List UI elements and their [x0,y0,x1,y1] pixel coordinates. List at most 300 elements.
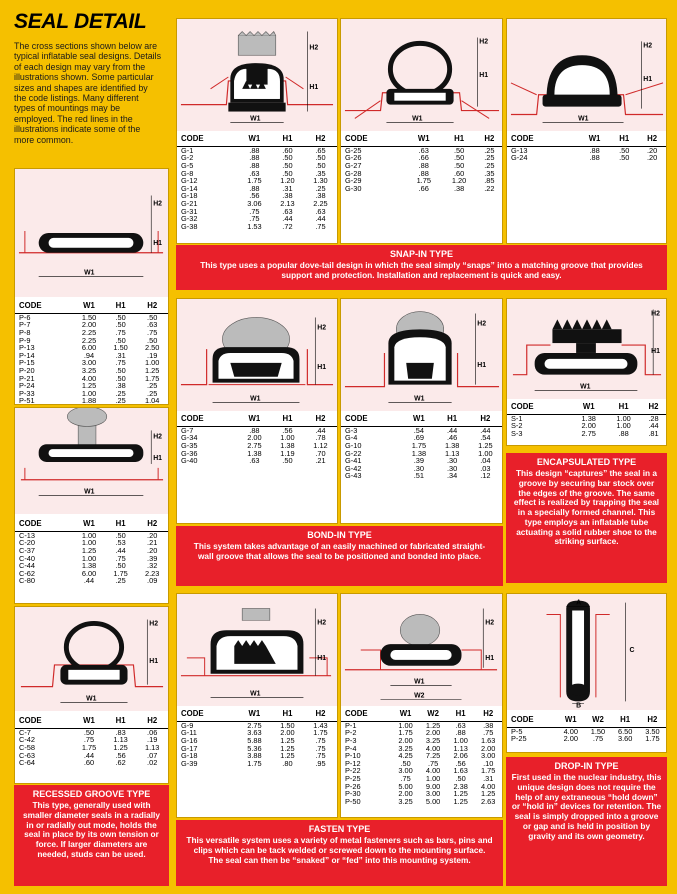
code-cell: G-18 [181,191,198,201]
dim-w1: W1 [84,269,95,277]
table-row [507,735,666,743]
table-row [15,577,168,585]
panel-encapsulated-s [506,298,667,446]
code-cell: C-42 [19,735,36,745]
table-row [341,737,502,745]
code-cell: P-4 [345,743,357,753]
code-cell: P-50 [345,796,361,806]
col-header: H1 [610,133,638,146]
panel-recessed-c13 [14,407,169,604]
table-row [341,721,502,729]
value-cell: 2.25 [313,199,328,209]
value-cell: 1.38 [280,441,295,451]
value-cell: .38 [483,720,494,730]
value-cell: .83 [115,727,126,737]
section-body: This design “captures” the seal in a groove by securing bar stock over the edges of the groove. The same effect is realized by trapping the seal in a specially formed channel. This type employs an inflatable tube actuating a solid rubber shoe to the striking surface. [513,468,660,547]
value-cell: .20 [646,153,658,163]
value-cell: .34 [446,471,458,481]
code-cell: G-29 [345,176,362,186]
value-cell: .66 [418,183,429,193]
code-cell: C-58 [19,743,36,753]
value-cell: 1.25 [478,441,493,451]
table-body [341,146,502,192]
value-cell: 2.23 [145,568,160,578]
value-cell: .22 [484,183,495,193]
table-row [341,798,502,806]
value-cell: 3.25 [425,736,441,746]
value-cell: .75 [400,774,411,784]
value-cell: .50 [115,530,126,540]
dim-b: B [576,702,582,710]
value-cell: 3.00 [425,789,441,799]
table-row [341,185,502,193]
code-cell: G-40 [181,456,198,466]
code-cell: G-10 [345,441,362,451]
panel-bondin-g3 [340,298,503,524]
code-cell: G-11 [181,728,197,738]
value-cell: .44 [315,214,326,224]
value-cell: 1.00 [425,774,441,784]
value-cell: .63 [147,320,158,330]
col-header: CODE [15,300,73,313]
dim-w1: W1 [86,695,97,703]
value-cell: 4.00 [425,766,441,776]
section-body: This type, generally used with smaller diameter seals in a radially in or radially out mode, holds the seal in place by its own tension or force. If larger diameters are needed, studs can be used. [23,800,160,859]
code-cell: P-22 [345,766,361,776]
value-cell: .50 [147,335,158,345]
dim-c: C [629,647,635,654]
value-cell: 3.25 [398,743,413,753]
col-header: H2 [474,708,502,721]
value-cell: 1.53 [247,221,262,231]
dim-h1: H1 [153,239,163,247]
value-cell: 1.00 [81,538,97,548]
value-cell: 1.75 [247,176,262,186]
code-cell: G-21 [181,199,198,209]
value-cell: .70 [315,448,326,458]
value-cell: 1.38 [411,448,427,458]
col-header: W2 [584,714,611,727]
dim-w1: W1 [578,115,589,123]
value-cell: .72 [282,221,293,231]
value-cell: .31 [483,774,494,784]
table-body [507,727,666,743]
dim-h1: H1 [479,71,489,79]
value-cell: 2.06 [453,751,468,761]
spec-table-g3 [341,413,502,480]
dim-h2: H2 [651,310,661,318]
section-title: ENCAPSULATED TYPE [536,457,637,467]
table-body [177,721,337,767]
value-cell: 2.13 [280,199,295,209]
code-cell: S-3 [511,429,523,439]
dim-w1: W1 [414,678,425,686]
dim-w1: W1 [84,488,95,496]
code-cell: C-62 [19,568,36,578]
value-cell: .31 [115,350,126,360]
code-cell: G-39 [181,758,198,768]
value-cell: 3.60 [617,734,633,744]
value-cell: .50 [115,561,126,571]
value-cell: .30 [446,456,458,466]
value-cell: .38 [115,381,126,391]
section-title: DROP-IN TYPE [554,761,619,771]
value-cell: 7.25 [425,751,441,761]
value-cell: .50 [115,373,126,383]
value-cell: .44 [115,546,126,556]
code-cell: C-64 [19,758,36,768]
value-cell: 1.00 [145,358,160,368]
col-header: W1 [402,413,435,426]
value-cell: .25 [147,388,158,398]
dim-h1: H1 [317,363,327,371]
code-cell: G-12 [181,176,198,186]
table-row [507,430,666,438]
value-cell: .75 [249,206,260,216]
value-cell: .69 [413,433,425,443]
spec-table-s [507,401,666,438]
value-cell: 1.25 [453,789,468,799]
spec-table-p1 [341,708,502,805]
value-cell: 1.30 [313,176,328,186]
dim-w1: W1 [250,395,261,403]
value-cell: .63 [455,720,466,730]
panel-dropin [506,593,667,753]
code-cell: S-2 [511,421,523,431]
code-cell: G-43 [345,471,362,481]
code-cell: G-26 [345,153,362,163]
code-cell: P-13 [19,343,35,353]
value-cell: .88 [249,145,260,155]
value-cell: 1.25 [280,743,295,753]
value-cell: 1.25 [280,736,295,746]
value-cell: .38 [315,191,326,201]
seal-figure-snapin-a [177,19,337,131]
section-body: First used in the nuclear industry, this unique design does not require the help of any extraneous “hold down” or “hold in” devices for retention. The seal is simply dropped into a groove or gap and is held in position by gravity and its own geometry. [511,772,662,841]
code-cell: G-32 [181,214,198,224]
spec-table-pd [507,714,666,743]
section-bondin [176,526,503,586]
dim-w1: W1 [412,115,423,123]
table-row [507,727,666,735]
dim-w2: W2 [414,692,425,700]
value-cell: 1.20 [451,176,467,186]
value-cell: 2.00 [398,789,413,799]
value-cell: .50 [453,161,465,171]
value-cell: 1.12 [313,441,328,451]
value-cell: 2.75 [581,429,596,439]
value-cell: .19 [147,735,158,745]
value-cell: 9.00 [425,781,441,791]
col-header: W1 [571,401,606,414]
col-header: CODE [341,708,392,721]
dim-h1: H1 [317,654,327,662]
table-row [341,783,502,791]
seal-figure-snapin-c [507,19,666,131]
dim-h2: H2 [477,320,487,328]
spec-table-g7 [177,413,337,465]
section-snapin [176,245,667,290]
value-cell: .44 [480,425,491,435]
value-cell: .50 [400,758,411,768]
value-cell: 2.38 [453,781,468,791]
value-cell: 1.88 [81,396,97,406]
value-cell: 6.00 [81,568,97,578]
value-cell: .35 [484,168,495,178]
value-cell: .88 [249,425,260,435]
seal-figure-fasten-a [177,594,337,706]
value-cell: .10 [483,758,494,768]
page-title: SEAL DETAIL [14,10,147,33]
value-cell: 4.25 [398,751,413,761]
value-cell: 1.25 [145,366,160,376]
value-cell: 3.25 [398,796,413,806]
code-cell: G-41 [345,456,362,466]
value-cell: .25 [315,183,326,193]
value-cell: .62 [115,758,126,768]
col-header: H1 [447,708,475,721]
panel-snapin-g25 [340,18,503,244]
value-cell: .03 [480,463,491,473]
code-cell: P-33 [19,388,35,398]
code-cell: P-2 [345,728,357,738]
section-title: SNAP-IN TYPE [389,249,453,259]
value-cell: 4.00 [563,726,578,736]
value-cell: .50 [83,727,95,737]
col-header: W1 [406,133,441,146]
code-cell: G-38 [181,221,198,231]
value-cell: 1.13 [444,448,460,458]
section-title: BOND-IN TYPE [307,530,372,540]
col-header: CODE [177,413,238,426]
code-cell: C-63 [19,750,36,760]
value-cell: 5.00 [425,796,441,806]
seal-figure-bondin-a [177,299,337,411]
value-cell: .50 [315,161,326,171]
value-cell: 2.75 [247,720,262,730]
code-cell: P-24 [19,381,35,391]
value-cell: .50 [282,153,293,163]
value-cell: .20 [147,530,158,540]
value-cell: .56 [282,425,293,435]
value-cell: 3.25 [81,366,97,376]
code-cell: G-1 [181,145,194,155]
value-cell: 1.50 [113,343,128,353]
dim-h1: H1 [149,657,159,665]
value-cell: .50 [282,161,293,171]
value-cell: .63 [418,145,429,155]
code-cell: P-25 [511,734,527,744]
dim-h2: H2 [479,38,489,46]
code-cell: G-9 [181,720,194,730]
value-cell: .50 [455,774,466,784]
code-cell: G-22 [345,448,362,458]
value-cell: .75 [315,221,326,231]
value-cell: .28 [648,413,659,423]
value-cell: .44 [282,214,293,224]
value-cell: .60 [453,168,465,178]
value-cell: 3.88 [247,751,262,761]
code-cell: G-7 [181,425,194,435]
code-cell: G-2 [181,153,194,163]
value-cell: .54 [413,425,425,435]
col-header: W1 [238,413,271,426]
value-cell: .88 [589,153,600,163]
value-cell: .50 [147,312,158,322]
value-cell: .88 [455,728,466,738]
value-cell: .88 [249,153,260,163]
value-cell: 1.25 [280,751,295,761]
value-cell: .50 [619,153,630,163]
code-cell: G-16 [181,736,198,746]
table-row [177,457,337,465]
panel-recessed-c7 [14,606,169,784]
value-cell: .30 [446,463,458,473]
value-cell: 1.75 [81,743,97,753]
col-header: H2 [639,714,666,727]
code-cell: P-10 [345,751,361,761]
value-cell: .63 [249,456,260,466]
table-row [15,397,168,405]
value-cell: .50 [315,153,326,163]
value-cell: 1.00 [81,553,97,563]
value-cell: 1.00 [280,433,295,443]
col-header: CODE [341,133,406,146]
code-cell: P-12 [345,758,361,768]
value-cell: 1.25 [81,381,97,391]
code-cell: G-24 [511,153,528,163]
value-cell: .12 [480,471,491,481]
value-cell: .25 [115,388,126,398]
code-cell: G-5 [181,161,194,171]
code-cell: P-21 [19,373,35,383]
spec-table-p [15,300,168,405]
code-cell: G-28 [345,168,362,178]
value-cell: .56 [249,191,260,201]
value-cell: .44 [83,750,95,760]
code-cell: P-6 [19,312,31,322]
code-cell: P-9 [19,335,31,345]
value-cell: .30 [413,463,425,473]
col-header: W2 [419,708,447,721]
value-cell: .20 [147,546,158,556]
value-cell: .63 [249,168,260,178]
code-cell: C-7 [19,727,31,737]
value-cell: 1.75 [645,734,660,744]
seal-figure-c7 [15,607,168,711]
code-cell: P-5 [511,726,523,736]
code-cell: G-34 [181,433,198,443]
panel-fasten-g9 [176,593,338,818]
code-cell: S-1 [511,413,523,423]
value-cell: .21 [315,456,326,466]
value-cell: .44 [315,425,326,435]
value-cell: 2.00 [481,743,496,753]
value-cell: 2.25 [81,328,97,338]
seal-figure-snapin-b [341,19,502,131]
value-cell: 1.25 [81,546,97,556]
value-cell: .75 [83,735,95,745]
table-body [507,146,666,162]
value-cell: .25 [484,161,495,171]
dim-h1: H1 [651,347,661,355]
value-cell: .88 [618,429,629,439]
code-cell: C-20 [19,538,36,548]
seal-figure-fasten-b [341,594,502,706]
value-cell: 1.38 [247,448,262,458]
col-header: H2 [304,133,337,146]
col-header: W1 [392,708,420,721]
col-header: W1 [73,715,105,728]
code-cell: G-14 [181,183,198,193]
dim-h1: H1 [485,654,495,662]
section-body: This type uses a popular dove-tail design in which the seal simply “snaps” into a matching groove that provides support and protection. Installation and replacement is quick and easy. [200,260,643,280]
value-cell: 2.00 [398,736,413,746]
section-body: This versatile system uses a variety of metal fasteners such as bars, pins and clips which can be tack welded or screwed down to the mounting surface. The seal can then be “snaked” or “fed” into this mounting system. [186,835,493,865]
value-cell: .56 [455,758,466,768]
spec-table-g9 [177,708,337,767]
table-body [15,531,168,585]
table-body [177,426,337,464]
value-cell: 1.13 [113,735,128,745]
code-cell: G-31 [181,206,198,216]
section-recessed [14,785,169,886]
value-cell: .75 [483,728,494,738]
dim-w1: W1 [580,383,591,391]
value-cell: .46 [446,433,458,443]
dim-h1: H1 [477,361,487,369]
value-cell: .75 [592,734,604,744]
panel-snapin-g1 [176,18,338,244]
spec-table-g1 [177,133,337,230]
value-cell: .50 [115,312,126,322]
table-row [341,472,502,480]
value-cell: .88 [418,161,429,171]
value-cell: .50 [453,145,465,155]
value-cell: .50 [619,145,630,155]
value-cell: .56 [115,750,126,760]
value-cell: 2.25 [81,335,97,345]
table-row [507,154,666,162]
code-cell: G-30 [345,183,362,193]
code-cell: G-35 [181,441,198,451]
value-cell: 1.75 [411,441,427,451]
col-header: H1 [105,300,137,313]
table-body [15,313,168,405]
value-cell: .75 [315,751,326,761]
value-cell: 1.00 [81,530,97,540]
value-cell: 2.00 [247,433,262,443]
value-cell: 3.63 [247,728,262,738]
value-cell: .95 [315,758,326,768]
section-body: This system takes advantage of an easily machined or fabricated straight-wall groove that allows the seal to be positioned and bonded into place. [193,541,486,561]
value-cell: 2.00 [280,728,295,738]
value-cell: 1.25 [453,796,468,806]
table-row [341,760,502,768]
col-header: H2 [136,518,168,531]
dim-h2: H2 [485,619,495,627]
value-cell: 4.00 [81,373,97,383]
value-cell: 1.13 [453,743,468,753]
dim-h2: H2 [643,42,653,50]
dim-w1: W1 [250,115,261,123]
value-cell: 1.75 [313,728,328,738]
value-cell: 2.00 [563,734,578,744]
value-cell: 1.75 [113,568,128,578]
dim-h2: H2 [317,324,327,332]
value-cell: 1.50 [590,726,606,736]
section-encapsulated [506,453,667,583]
